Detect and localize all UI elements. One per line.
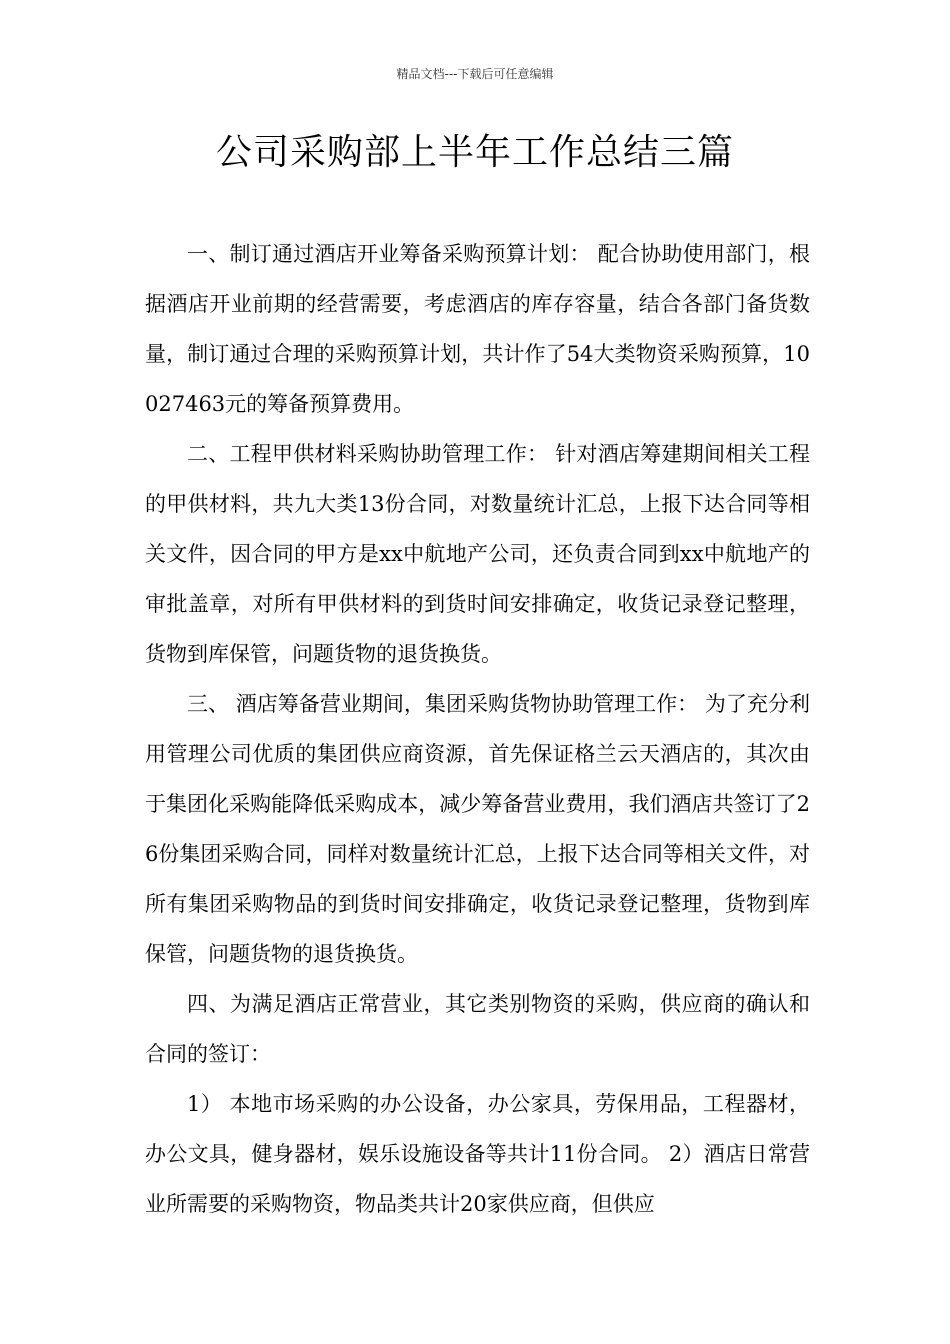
document-title: 公司采购部上半年工作总结三篇 [215,132,734,173]
paragraph-5: 1） 本地市场采购的办公设备，办公家具，劳保用品，工程器材，办公文具，健身器材，娱乐设施设备等共计11份合同。 2）酒店日常营业所需要的采购物资，物品类共计20家供应商，但供应 [145,1092,810,1216]
paragraph-3: 三、 酒店筹备营业期间，集团采购货物协助管理工作： 为了充分利用管理公司优质的集团供应商资源，首先保证格兰云天酒店的，其次由于集团化采购能降低采购成本，减少筹备营业费用，我们酒店共签订了26份集团采购合同，同样对数量统计汇总，上报下达合同等相关文件，对所有集团采购物品的到货时间安排确定，收货记录登记整理，货物到库保管，问题货物的退货换货。 [145,692,810,966]
document-body [145,229,810,1229]
header-note: 精品文档---下载后可任意编辑 [396,67,554,81]
paragraph-2: 二、工程甲供材料采购协助管理工作： 针对酒店筹建期间相关工程的甲供材料，共九大类13份合同，对数量统计汇总，上报下达合同等相关文件，因合同的甲方是xx中航地产公司，还负责合同到xx中航地产的审批盖章，对所有甲供材料的到货时间安排确定，收货记录登记整理，货物到库保管，问题货物的退货换货。 [145,442,810,666]
paragraph-4: 四、为满足酒店正常营业，其它类别物资的采购，供应商的确认和合同的签订： [145,992,810,1066]
paragraph-1: 一、制订通过酒店开业筹备采购预算计划： 配合协助使用部门，根据酒店开业前期的经营需要，考虑酒店的库存容量，结合各部门备货数量，制订通过合理的采购预算计划，共计作了54大类物资采购预算，10027463元的筹备预算费用。 [145,242,810,416]
